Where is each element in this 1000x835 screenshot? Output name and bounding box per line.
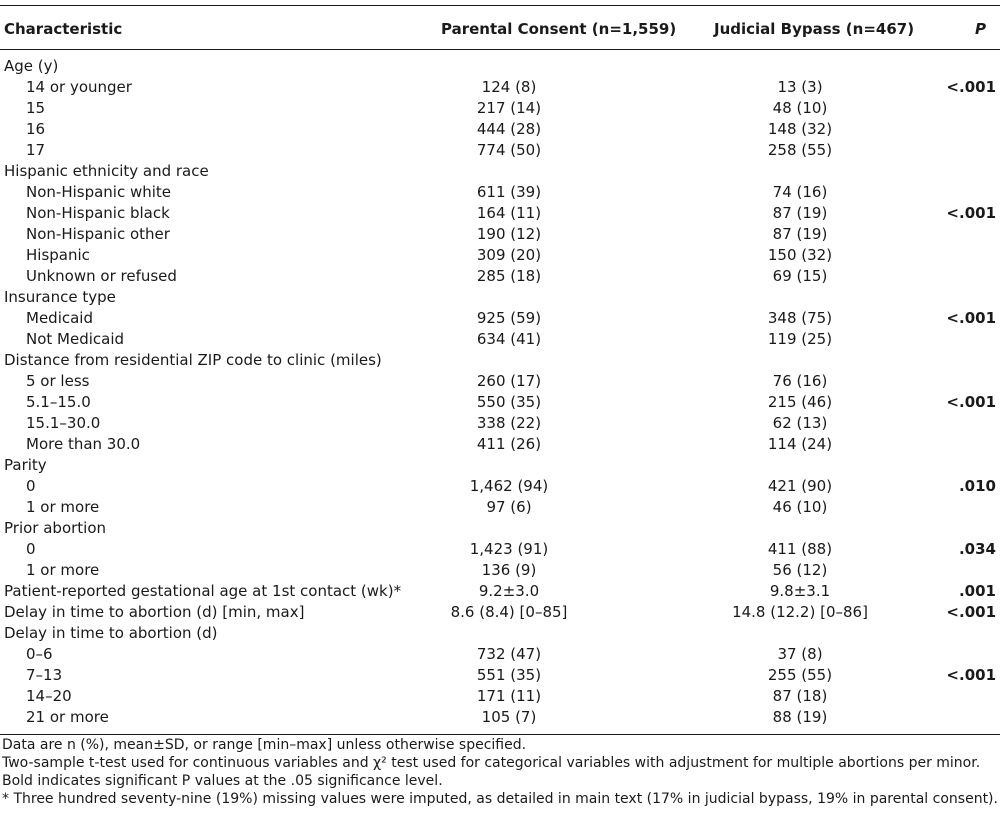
cell-judicial-bypass: 255 (55) bbox=[767, 666, 833, 684]
table-row bbox=[0, 224, 1000, 245]
cell-p-value: <.001 bbox=[946, 666, 996, 684]
cell-characteristic: Prior abortion bbox=[4, 519, 107, 537]
cell-judicial-bypass: 69 (15) bbox=[772, 267, 828, 285]
table-row bbox=[0, 119, 1000, 140]
cell-judicial-bypass: 76 (16) bbox=[772, 372, 828, 390]
note-imputation: * Three hundred seventy-nine (19%) missing values were imputed, as detailed in main text (17% in judicial bypass, 19% in parental consent). bbox=[2, 791, 998, 807]
table-row bbox=[0, 665, 1000, 686]
cell-judicial-bypass: 421 (90) bbox=[767, 477, 833, 495]
cell-parental-consent: 260 (17) bbox=[476, 372, 542, 390]
table-row bbox=[0, 686, 1000, 707]
cell-judicial-bypass: 258 (55) bbox=[767, 141, 833, 159]
cell-characteristic: Age (y) bbox=[4, 57, 59, 75]
cell-characteristic: 14 or younger bbox=[26, 78, 132, 96]
table-row-group-heading bbox=[0, 581, 1000, 602]
cell-parental-consent: 97 (6) bbox=[486, 498, 532, 516]
cell-characteristic: Non-Hispanic other bbox=[26, 225, 170, 243]
cell-judicial-bypass: 48 (10) bbox=[772, 99, 828, 117]
table-row-group-heading bbox=[0, 161, 1000, 182]
cell-characteristic: 0 bbox=[26, 477, 36, 495]
cell-characteristic: 5.1–15.0 bbox=[26, 393, 91, 411]
table-row-group-heading bbox=[0, 56, 1000, 77]
table-row bbox=[0, 392, 1000, 413]
cell-judicial-bypass: 119 (25) bbox=[767, 330, 833, 348]
table-row bbox=[0, 539, 1000, 560]
cell-characteristic: Patient-reported gestational age at 1st contact (wk)* bbox=[4, 582, 402, 600]
table-row bbox=[0, 245, 1000, 266]
cell-parental-consent: 105 (7) bbox=[481, 708, 537, 726]
cell-characteristic: Not Medicaid bbox=[26, 330, 125, 348]
cell-parental-consent: 136 (9) bbox=[481, 561, 537, 579]
cell-characteristic: Unknown or refused bbox=[26, 267, 177, 285]
cell-judicial-bypass: 150 (32) bbox=[767, 246, 833, 264]
cell-parental-consent: 1,462 (94) bbox=[469, 477, 549, 495]
table-row bbox=[0, 476, 1000, 497]
cell-judicial-bypass: 13 (3) bbox=[777, 78, 823, 96]
bottom-rule bbox=[0, 734, 1000, 735]
cell-parental-consent: 285 (18) bbox=[476, 267, 542, 285]
cell-characteristic: 0–6 bbox=[26, 645, 53, 663]
cell-parental-consent: 309 (20) bbox=[476, 246, 542, 264]
cell-characteristic: 15 bbox=[26, 99, 46, 117]
cell-p-value: <.001 bbox=[946, 78, 996, 96]
cell-judicial-bypass: 88 (19) bbox=[772, 708, 828, 726]
cell-parental-consent: 774 (50) bbox=[476, 141, 542, 159]
table-row-group-heading bbox=[0, 602, 1000, 623]
cell-judicial-bypass: 62 (13) bbox=[772, 414, 828, 432]
cell-parental-consent: 551 (35) bbox=[476, 666, 542, 684]
table-row-group-heading bbox=[0, 455, 1000, 476]
table-row-group-heading bbox=[0, 287, 1000, 308]
table-row bbox=[0, 182, 1000, 203]
cell-characteristic: 1 or more bbox=[26, 498, 100, 516]
table-row bbox=[0, 707, 1000, 728]
cell-judicial-bypass: 114 (24) bbox=[767, 435, 833, 453]
table-row bbox=[0, 434, 1000, 455]
header-characteristic: Characteristic bbox=[4, 20, 123, 38]
cell-judicial-bypass: 215 (46) bbox=[767, 393, 833, 411]
cell-judicial-bypass: 87 (19) bbox=[772, 225, 828, 243]
cell-characteristic: 16 bbox=[26, 120, 46, 138]
table-row bbox=[0, 98, 1000, 119]
cell-parental-consent: 550 (35) bbox=[476, 393, 542, 411]
cell-p-value: .010 bbox=[958, 477, 996, 495]
cell-characteristic: Delay in time to abortion (d) bbox=[4, 624, 218, 642]
cell-judicial-bypass: 46 (10) bbox=[772, 498, 828, 516]
table-row-group-heading bbox=[0, 623, 1000, 644]
table-row-group-heading bbox=[0, 350, 1000, 371]
cell-parental-consent: 611 (39) bbox=[476, 183, 542, 201]
cell-parental-consent: 190 (12) bbox=[476, 225, 542, 243]
cell-judicial-bypass: 148 (32) bbox=[767, 120, 833, 138]
table-row-group-heading bbox=[0, 518, 1000, 539]
cell-parental-consent: 171 (11) bbox=[476, 687, 542, 705]
cell-characteristic: 15.1–30.0 bbox=[26, 414, 101, 432]
cell-parental-consent: 8.6 (8.4) [0–85] bbox=[450, 603, 568, 621]
table-row bbox=[0, 140, 1000, 161]
cell-characteristic: 17 bbox=[26, 141, 46, 159]
cell-characteristic: 0 bbox=[26, 540, 36, 558]
table-row bbox=[0, 560, 1000, 581]
header-p: P bbox=[975, 20, 986, 38]
cell-judicial-bypass: 56 (12) bbox=[772, 561, 828, 579]
table-row bbox=[0, 77, 1000, 98]
cell-parental-consent: 634 (41) bbox=[476, 330, 542, 348]
cell-characteristic: 5 or less bbox=[26, 372, 90, 390]
cell-p-value: <.001 bbox=[946, 393, 996, 411]
note-statistical-tests: Two-sample t-test used for continuous variables and χ² test used for categorical variables with adjustment for multiple abortions per minor. bbox=[2, 755, 981, 771]
table-row bbox=[0, 644, 1000, 665]
cell-judicial-bypass: 37 (8) bbox=[777, 645, 823, 663]
cell-parental-consent: 338 (22) bbox=[476, 414, 542, 432]
cell-p-value: <.001 bbox=[946, 603, 996, 621]
top-rule bbox=[0, 5, 1000, 6]
cell-characteristic: 7–13 bbox=[26, 666, 63, 684]
table-row bbox=[0, 371, 1000, 392]
cell-judicial-bypass: 87 (18) bbox=[772, 687, 828, 705]
cell-characteristic: 21 or more bbox=[26, 708, 109, 726]
table-row bbox=[0, 308, 1000, 329]
header-judicial-bypass: Judicial Bypass (n=467) bbox=[714, 20, 915, 38]
cell-parental-consent: 217 (14) bbox=[476, 99, 542, 117]
header-rule bbox=[0, 49, 1000, 50]
cell-characteristic: Hispanic bbox=[26, 246, 90, 264]
cell-characteristic: Distance from residential ZIP code to clinic (miles) bbox=[4, 351, 382, 369]
cell-characteristic: Hispanic ethnicity and race bbox=[4, 162, 209, 180]
cell-p-value: .034 bbox=[958, 540, 996, 558]
cell-characteristic: Delay in time to abortion (d) [min, max] bbox=[4, 603, 305, 621]
cell-parental-consent: 164 (11) bbox=[476, 204, 542, 222]
header-parental-consent: Parental Consent (n=1,559) bbox=[441, 20, 677, 38]
cell-characteristic: Non-Hispanic black bbox=[26, 204, 170, 222]
cell-characteristic: More than 30.0 bbox=[26, 435, 141, 453]
cell-p-value: <.001 bbox=[946, 309, 996, 327]
table-row bbox=[0, 203, 1000, 224]
cell-characteristic: Non-Hispanic white bbox=[26, 183, 172, 201]
cell-characteristic: Insurance type bbox=[4, 288, 116, 306]
cell-characteristic: Medicaid bbox=[26, 309, 93, 327]
cell-characteristic: Parity bbox=[4, 456, 47, 474]
cell-p-value: <.001 bbox=[946, 204, 996, 222]
cell-judicial-bypass: 9.8±3.1 bbox=[769, 582, 831, 600]
table-row bbox=[0, 266, 1000, 287]
cell-parental-consent: 124 (8) bbox=[481, 78, 537, 96]
cell-judicial-bypass: 348 (75) bbox=[767, 309, 833, 327]
cell-parental-consent: 1,423 (91) bbox=[469, 540, 549, 558]
cell-judicial-bypass: 74 (16) bbox=[772, 183, 828, 201]
cell-characteristic: 1 or more bbox=[26, 561, 100, 579]
cell-judicial-bypass: 14.8 (12.2) [0–86] bbox=[732, 603, 868, 621]
table-row bbox=[0, 413, 1000, 434]
cell-parental-consent: 925 (59) bbox=[476, 309, 542, 327]
table-row bbox=[0, 329, 1000, 350]
cell-judicial-bypass: 87 (19) bbox=[772, 204, 828, 222]
cell-parental-consent: 732 (47) bbox=[476, 645, 542, 663]
note-bold-significance: Bold indicates significant P values at the .05 significance level. bbox=[2, 773, 443, 789]
cell-parental-consent: 444 (28) bbox=[476, 120, 542, 138]
table-notes bbox=[0, 736, 1000, 808]
cell-parental-consent: 411 (26) bbox=[476, 435, 542, 453]
cell-characteristic: 14–20 bbox=[26, 687, 72, 705]
cell-judicial-bypass: 411 (88) bbox=[767, 540, 833, 558]
note-data-format: Data are n (%), mean±SD, or range [min–max] unless otherwise specified. bbox=[2, 737, 527, 753]
table-row bbox=[0, 497, 1000, 518]
cell-parental-consent: 9.2±3.0 bbox=[478, 582, 540, 600]
cell-p-value: .001 bbox=[958, 582, 996, 600]
